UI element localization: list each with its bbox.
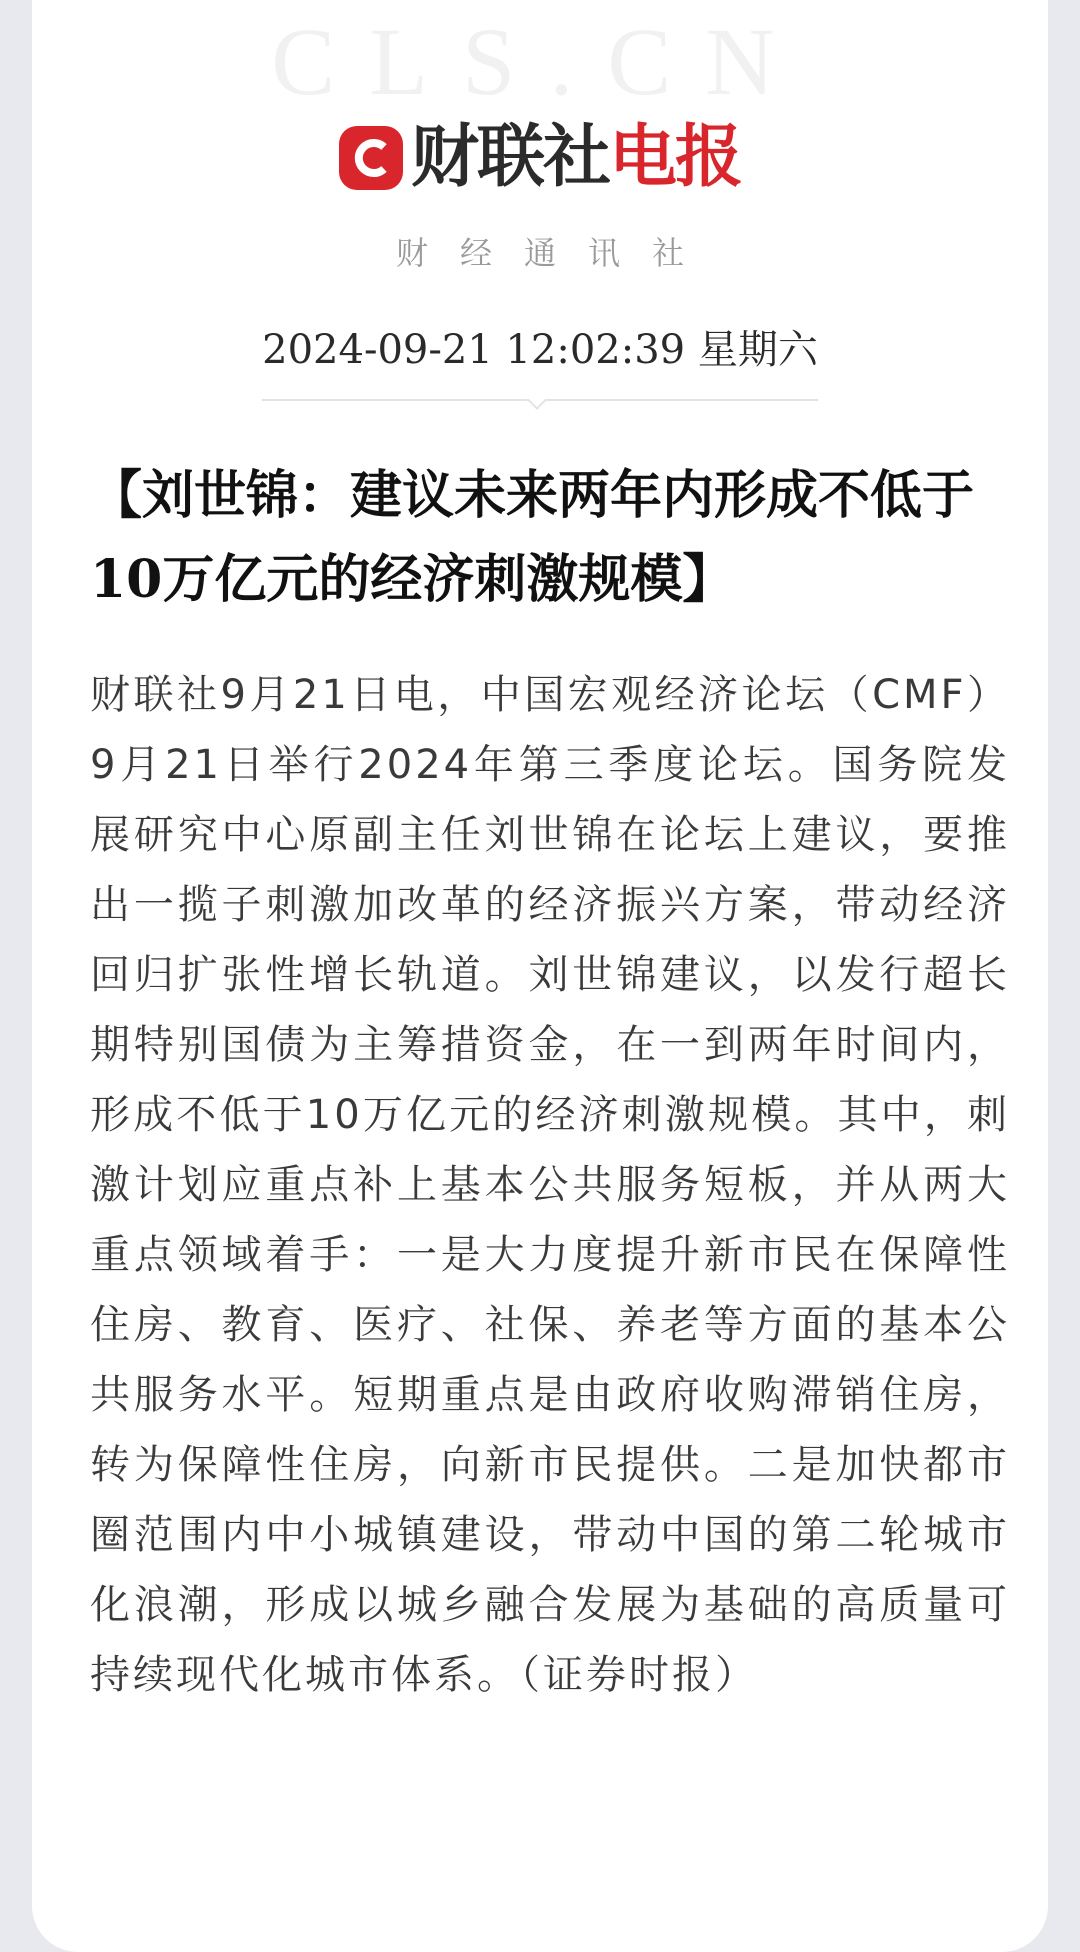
news-card bbox=[32, 0, 1048, 1952]
cls-logo-icon bbox=[339, 126, 403, 190]
article-body: 财联社9月21日电，中国宏观经济论坛（CMF）9月21日举行2024年第三季度论坛。国务院发展研究中心原副主任刘世锦在论坛上建议，要推出一揽子刺激加改革的经济振兴方案，带动经济回归扩张性增长轨道。刘世锦建议，以发行超长期特别国债为主筹措资金，在一到两年时间内，形成不低于10万亿元的经济刺激规模。其中，刺激计划应重点补上基本公共服务短板，并从两大重点领域着手：一是大力度提升新市民在保障性住房、教育、医疗、社保、养老等方面的基本公共服务水平。短期重点是由政府收购滞销住房，转为保障性住房，向新市民提供。二是加快都市圈范围内中小城镇建设，带动中国的第二轮城市化浪潮，形成以城乡融合发展为基础的高质量可持续现代化城市体系。（证券时报） bbox=[90, 672, 1010, 1698]
logo-text bbox=[411, 118, 741, 198]
logo-brand: 财联社 bbox=[410, 118, 609, 197]
cls-logo bbox=[32, 118, 1048, 198]
article-headline: 【刘世锦：建议未来两年内形成不低于10万亿元的经济刺激规模】 bbox=[90, 465, 975, 610]
logo-subtitle: 财经通讯社 bbox=[395, 234, 716, 272]
watermark: CLS.CN bbox=[271, 8, 809, 115]
logo-accent: 电报 bbox=[609, 118, 742, 197]
divider-notch bbox=[527, 390, 547, 410]
publish-datetime: 2024-09-21 12:02:39 星期六 bbox=[262, 327, 818, 373]
